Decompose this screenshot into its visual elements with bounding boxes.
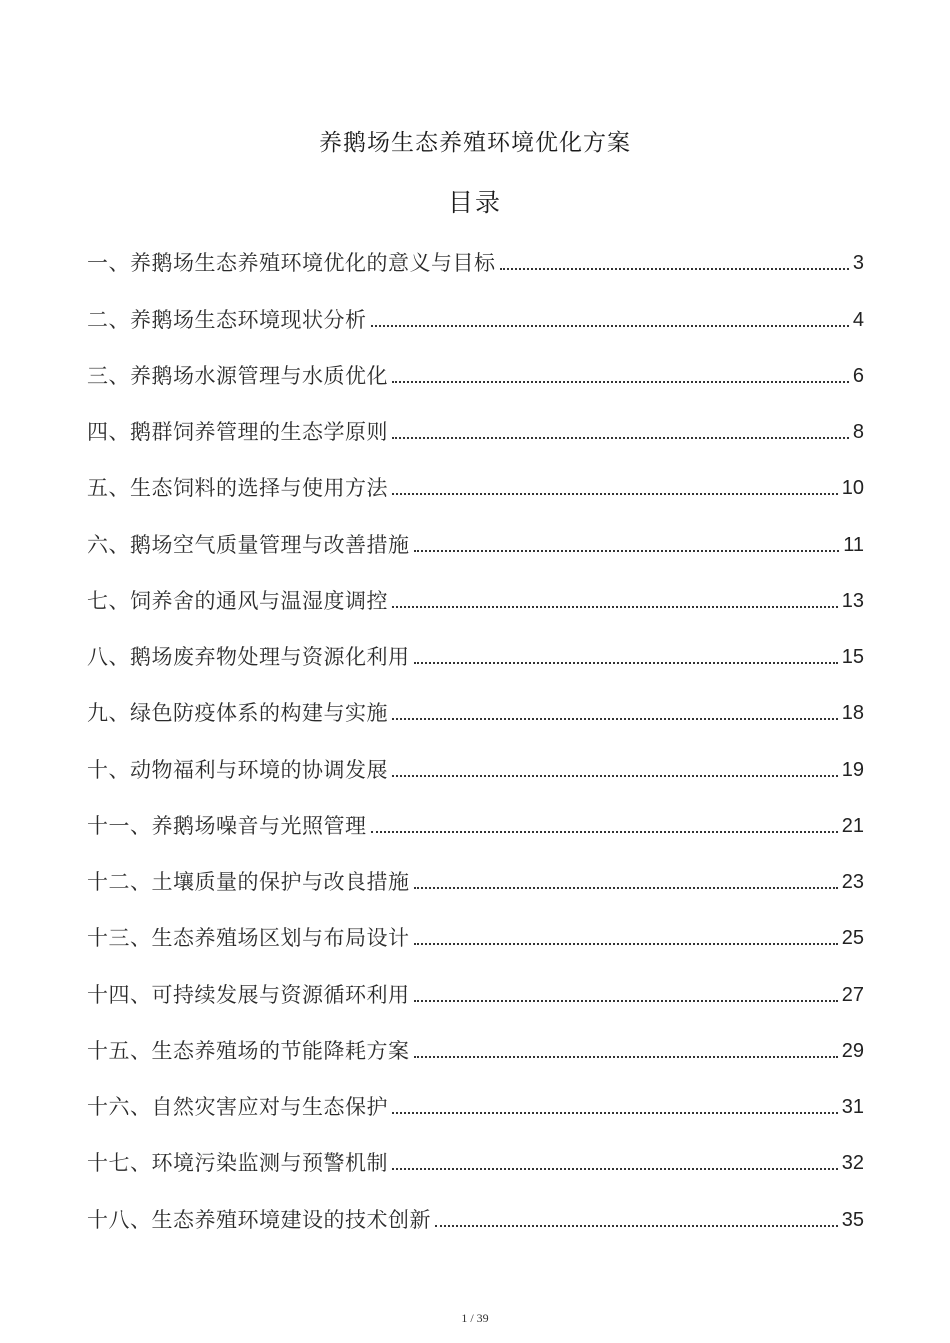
- toc-page-number: 25: [841, 927, 864, 950]
- toc-page-number: 11: [843, 533, 864, 556]
- toc-entry[interactable]: [87, 1142, 864, 1198]
- toc-entry[interactable]: [87, 1198, 864, 1254]
- toc-entry-title: 十五、生态养殖场的节能降耗方案: [87, 1038, 410, 1063]
- toc-page-number: 3: [852, 252, 864, 275]
- toc-entry-title: 十二、土壤质量的保护与改良措施: [87, 870, 410, 894]
- toc-page-number: 19: [841, 758, 864, 781]
- toc-dot-leader: [414, 550, 840, 552]
- toc-entry[interactable]: [87, 917, 864, 973]
- toc-page-number: 32: [841, 1152, 864, 1175]
- toc-entry[interactable]: [87, 523, 864, 579]
- toc-entry-title: 十、动物福利与环境的协调发展: [87, 757, 388, 782]
- toc-entry-title: 五、生态饲料的选择与使用方法: [87, 476, 388, 501]
- toc-entry[interactable]: [87, 242, 864, 298]
- toc-entry-title: 二、养鹅场生态环境现状分析: [87, 307, 367, 332]
- toc-page-number: 6: [852, 364, 864, 387]
- toc-entry-title: 十六、自然灾害应对与生态保护: [87, 1095, 388, 1119]
- toc-page-number: 27: [841, 983, 864, 1006]
- toc-dot-leader: [500, 268, 849, 270]
- toc-entry-title: 十四、可持续发展与资源循环利用: [87, 982, 410, 1007]
- toc-dot-leader: [414, 1000, 838, 1002]
- toc-dot-leader: [371, 831, 838, 833]
- toc-entry-title: 九、绿色防疫体系的构建与实施: [87, 701, 388, 726]
- toc-dot-leader: [392, 1168, 838, 1170]
- toc-heading: 目录: [447, 188, 502, 217]
- toc-entry[interactable]: [87, 805, 864, 861]
- toc-dot-leader: [414, 1056, 838, 1058]
- toc-entry-title: 一、养鹅场生态养殖环境优化的意义与目标: [87, 251, 496, 276]
- document-title: 养鹅场生态养殖环境优化方案: [319, 130, 631, 156]
- table-of-contents: [87, 242, 864, 1255]
- toc-entry-title: 七、饲养舍的通风与温湿度调控: [87, 588, 388, 613]
- toc-dot-leader: [392, 1112, 838, 1114]
- toc-entry[interactable]: [87, 973, 864, 1029]
- toc-dot-leader: [371, 325, 849, 327]
- toc-entry[interactable]: [87, 411, 864, 467]
- toc-entry-title: 十三、生态养殖场区划与布局设计: [87, 926, 410, 951]
- toc-page-number: 23: [841, 871, 864, 893]
- toc-entry[interactable]: [87, 1030, 864, 1086]
- toc-dot-leader: [392, 606, 838, 608]
- toc-entry-title: 十八、生态养殖环境建设的技术创新: [87, 1207, 431, 1232]
- toc-entry[interactable]: [87, 467, 864, 523]
- toc-entry-title: 六、鹅场空气质量管理与改善措施: [87, 532, 410, 557]
- toc-page-number: 4: [852, 308, 864, 331]
- toc-dot-leader: [414, 943, 838, 945]
- toc-dot-leader: [392, 775, 838, 777]
- toc-page-number: 15: [841, 646, 864, 668]
- toc-entry-title: 三、养鹅场水源管理与水质优化: [87, 363, 388, 388]
- toc-dot-leader: [414, 887, 838, 889]
- toc-page-number: 35: [841, 1208, 864, 1231]
- toc-entry-title: 四、鹅群饲养管理的生态学原则: [87, 420, 388, 444]
- toc-page-number: 31: [841, 1096, 864, 1118]
- toc-dot-leader: [392, 437, 849, 439]
- toc-dot-leader: [435, 1225, 838, 1227]
- toc-entry-title: 十七、环境污染监测与预警机制: [87, 1151, 388, 1176]
- toc-dot-leader: [414, 662, 838, 664]
- toc-page-number: 29: [841, 1039, 864, 1062]
- toc-entry[interactable]: [87, 748, 864, 804]
- toc-page-number: 18: [841, 702, 864, 725]
- toc-entry-title: 十一、养鹅场噪音与光照管理: [87, 813, 367, 838]
- toc-page-number: 8: [852, 421, 864, 443]
- toc-entry[interactable]: [87, 580, 864, 636]
- toc-entry[interactable]: [87, 355, 864, 411]
- toc-entry[interactable]: [87, 692, 864, 748]
- toc-page-number: 13: [841, 589, 864, 612]
- toc-entry[interactable]: [87, 298, 864, 354]
- toc-page-number: 10: [841, 477, 864, 500]
- toc-dot-leader: [392, 493, 838, 495]
- toc-page-number: 21: [841, 814, 864, 837]
- toc-entry-title: 八、鹅场废弃物处理与资源化利用: [87, 645, 410, 669]
- toc-entry[interactable]: [87, 861, 864, 917]
- toc-entry[interactable]: [87, 636, 864, 692]
- toc-dot-leader: [392, 381, 849, 383]
- toc-dot-leader: [392, 718, 838, 720]
- page-number-footer: 1 / 39: [461, 1311, 489, 1325]
- toc-entry[interactable]: [87, 1086, 864, 1142]
